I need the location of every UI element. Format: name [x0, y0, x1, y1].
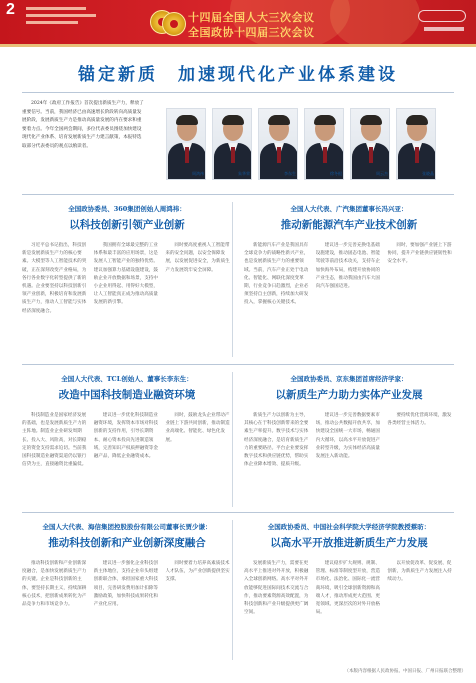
portrait-caption: 朱华荣 — [238, 171, 250, 176]
banner-title-2: 全国政协十四届三次会议 — [188, 26, 315, 39]
article-title: 以高水平开放推进新质生产力发展 — [270, 537, 428, 549]
portrait-photo — [166, 108, 206, 180]
article-paragraph: 建议进一步强化企业科技创新主体地位，支持企业牵头组建创新联合体，承担国家重大科技项目，完善研发费用加计扣除等激励政策，加快科技成果转化和产业化应用。 — [93, 561, 158, 608]
article-paragraph: 建议进一步完善充换电基础设施建设，推动固态电池、智能驾驶等前沿技术攻关，支持车企加快海外布局，构建开放协同的产业生态，推动我国由汽车大国向汽车强国迈进。 — [315, 243, 380, 290]
article-title: 以科技创新引领产业创新 — [69, 219, 185, 231]
portrait-caption: 李东生 — [284, 171, 296, 176]
article-paragraph: 同时，要加强产业链上下游协同，提升产业链供应链韧性和安全水平。 — [387, 243, 452, 265]
portrait-caption: 周鸿祎 — [192, 171, 204, 176]
article-paragraph: 建议稳步扩大规则、规制、管理、标准等制度型开放，营造市场化、法治化、国际化一流营商环境，吸引全球创新资源和高端人才，推动形成更大范围、更宽领域、更深层次的对外开放格局。 — [315, 561, 380, 616]
article-paragraph: 习近平总书记指出，科技创新是发展新质生产力的核心要素。大模型等人工智能技术的突破，正在深刻改变产业格局，为各行各业数字化转型提供了新的机遇。企业要坚持以科技创新引领产业创新，积极培育和发展新质生产力，推动人工智能与实体经济深度融合。 — [22, 243, 87, 314]
article-paragraph: 同时要高度重视人工智能带来的安全问题，以安全保障发展，以发展促进安全，为新质生产力发展筑牢安全屏障。 — [165, 243, 230, 273]
intro-paragraph: 2024年《政府工作报告》首次提出新质生产力，释放了重要信号。当前，我国经济已由高速增长阶段转向高质量发展阶段，发展新质生产力是推动高质量发展的内在要求和重要着力点。今年全国两会期间，多位代表委员围绕加快建设现代化产业体系、培育发展新质生产力建言献策，本报特选取部分代表委员的观点以飨读者。 — [22, 101, 144, 149]
article-paragraph: 推动科技创新和产业创新深度融合，是加快发展新质生产力的关键。企业是科技创新的主体，要坚持长期主义，持续深耕核心技术，把创新成果转化为产品竞争力和市场竞争力。 — [22, 561, 87, 608]
article-paragraph: 新质生产力以创新为主导，其核心在于科技创新带来的全要素生产率提升。数字技术与实体经济深度融合，是培育新质生产力的重要路径。平台企业要发挥数字技术和供应链优势，帮助实体企业降本增效、提质升级。 — [244, 413, 309, 468]
article-byline: 全国人大代表、TCL创始人、董事长李东生： — [61, 375, 193, 383]
portrait-photo — [350, 108, 390, 180]
cppcc-emblem-icon — [162, 12, 186, 36]
article-byline: 全国人大代表、广汽集团董事长冯兴亚： — [290, 205, 408, 213]
portrait-caption: 周云杰 — [376, 171, 388, 176]
article-paragraph: 发展新质生产力，需要在更高水平上推进对外开放，积极融入全球创新网络。高水平对外开放能够促进国际间技术交流与合作，推动要素资源高效配置，为科技创新和产业升级提供更广阔空间。 — [244, 561, 309, 616]
article-paragraph: 建议进一步完善数据要素市场，推动公共数据开放共享，加快建设全国统一大市场，畅通国内大循环，以高水平开放促进产业转型升级，为实体经济高质量发展注入新动能。 — [315, 413, 380, 460]
portrait-caption: 徐冬根 — [330, 171, 342, 176]
article-paragraph: 以开放促改革、促发展、促创新，为新质生产力发展注入持续动力。 — [387, 561, 452, 583]
article-section — [244, 374, 454, 504]
article-paragraph: 同时要着力培养高素质技术人才队伍，为产业创新提供坚实支撑。 — [165, 561, 230, 583]
article-paragraph: 我国拥有全球最完整的工业体系和最丰富的应用场景，这是发展人工智能产业的独特优势。建议加强算力基础设施建设，鼓励企业开放数据和场景，支持中小企业用得起、用得好大模型，让人工智能真正成为推动高质量发展的新引擎。 — [93, 243, 158, 306]
article-section — [22, 204, 232, 354]
article-byline: 全国政协委员、360集团创始人周鸿祎： — [68, 205, 186, 213]
article-byline: 全国政协委员、中国社会科学院大学经济学院教授蔡昉： — [267, 523, 431, 531]
portrait-photo — [212, 108, 252, 180]
article-title: 以新质生产力助力实体产业发展 — [275, 389, 423, 401]
masthead-logo — [418, 10, 466, 22]
article-section — [244, 204, 454, 354]
article-section — [22, 522, 232, 658]
article-byline: 全国政协委员、京东集团首席经济学家： — [290, 375, 408, 383]
article-paragraph: 科技制造业是国家经济发展的基础，也是发展新质生产力的主阵地。制造业企业研发周期长、投入大、风险高，对长期稳定的资金支持需求迫切。当前我国科技制造业融资渠道仍以银行信贷为主，直接融资比重偏低。 — [22, 413, 87, 468]
article-title: 改造中国科技制造业融资环境 — [58, 389, 196, 401]
footer-credit: （本版内容根据人民政协报、中国日报、广州日报联合整理） — [344, 669, 466, 674]
portrait-photo — [258, 108, 298, 180]
portrait-photo — [304, 108, 344, 180]
article-paragraph: 要持续优化营商环境，激发各类经营主体活力。 — [387, 413, 452, 427]
portrait-caption: 张晓晶 — [422, 171, 434, 176]
article-paragraph: 同时，鼓励龙头企业带动产业链上下游共同创新，推动制造业高端化、智能化、绿色化发展。 — [165, 413, 230, 443]
page-number: 2 — [6, 1, 15, 18]
portrait-photo — [396, 108, 436, 180]
article-section — [22, 374, 232, 504]
article-paragraph: 新能源汽车产业是我国具有全球竞争力的战略性新兴产业，也是发展新质生产力的重要领域。当前，汽车产业正处于电动化、智能化、网联化深度变革期，行业竞争日趋激烈，企业必须坚持自主创新，持续加大研发投入，掌握核心关键技术。 — [244, 243, 309, 306]
page-headline: 锚定新质 加速现代化产业体系建设 — [78, 65, 398, 85]
article-paragraph: 建议进一步优化科技制造业融资环境，发挥资本市场对科技创新的支持作用，引导长期资本、耐心资本投向先进制造领域，完善知识产权质押融资等金融产品，降低企业融资成本。 — [93, 413, 158, 460]
article-title: 推动科技创新和产业创新深度融合 — [48, 537, 206, 549]
article-byline: 全国人大代表、海信集团控股股份有限公司董事长贾少谦： — [42, 523, 212, 531]
top-banner — [0, 0, 476, 44]
article-section — [244, 522, 454, 658]
banner-title-1: 十四届全国人大三次会议 — [188, 11, 315, 24]
article-title: 推动新能源汽车产业技术创新 — [280, 219, 418, 231]
